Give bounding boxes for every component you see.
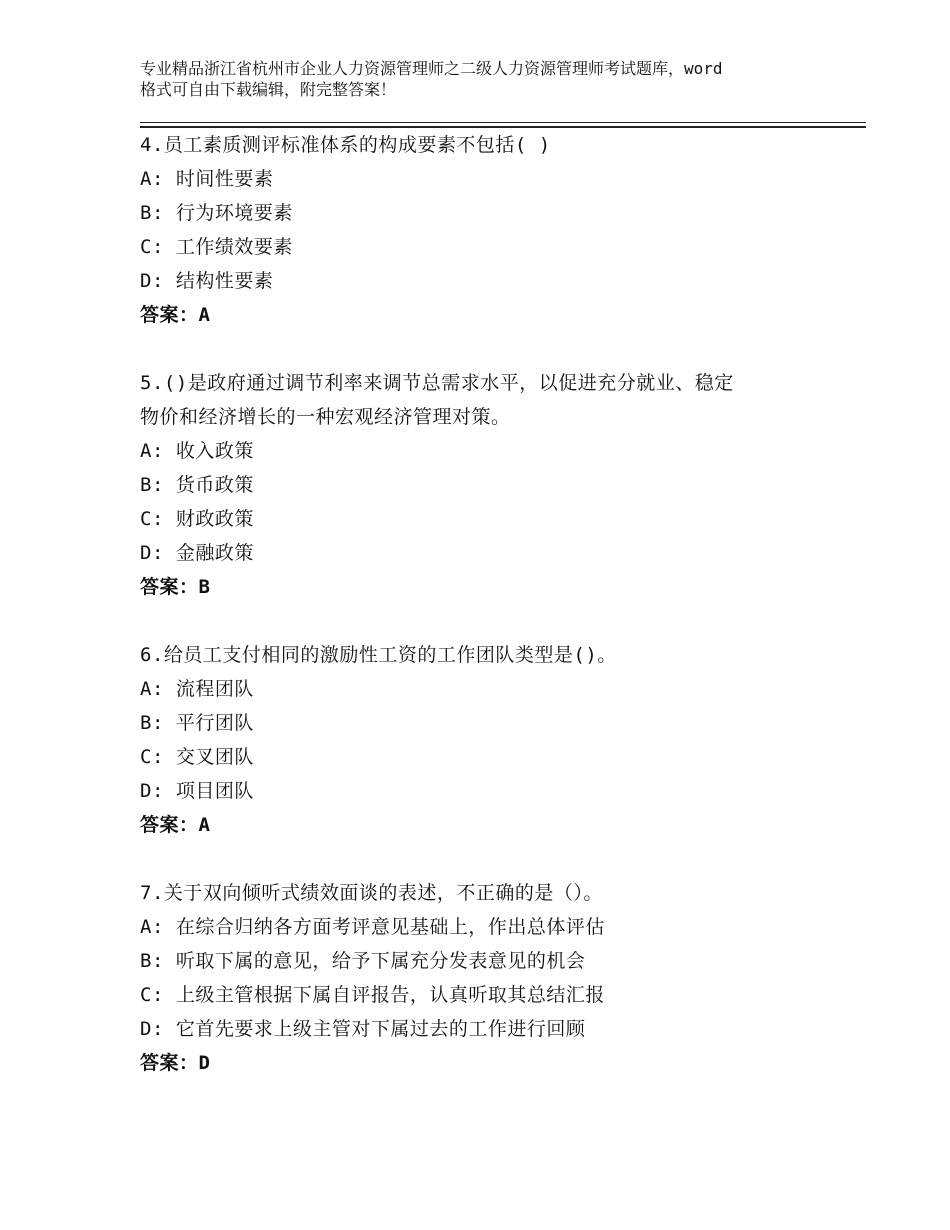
option-d: D: 结构性要素 bbox=[140, 270, 274, 292]
option-b: B: 平行团队 bbox=[140, 712, 254, 734]
question-7 bbox=[140, 876, 820, 1080]
answer-label: 答案：A bbox=[140, 304, 211, 326]
question-stem: 6.给员工支付相同的激励性工资的工作团队类型是()。 bbox=[140, 644, 617, 666]
option-c: C: 上级主管根据下属自评报告，认真听取其总结汇报 bbox=[140, 984, 605, 1006]
option-b: B: 行为环境要素 bbox=[140, 202, 293, 224]
question-6 bbox=[140, 638, 820, 842]
question-stem: 7.关于双向倾听式绩效面谈的表述，不正确的是（）。 bbox=[140, 882, 603, 904]
option-a: A: 收入政策 bbox=[140, 440, 254, 462]
document-header bbox=[140, 58, 840, 100]
answer-label: 答案：D bbox=[140, 1052, 211, 1074]
option-c: C: 财政政策 bbox=[140, 508, 254, 530]
question-list bbox=[140, 128, 820, 1080]
answer-label: 答案：B bbox=[140, 576, 211, 598]
question-4 bbox=[140, 128, 820, 332]
option-d: D: 它首先要求上级主管对下属过去的工作进行回顾 bbox=[140, 1018, 586, 1040]
question-spacer bbox=[140, 332, 820, 366]
option-c: C: 交叉团队 bbox=[140, 746, 254, 768]
question-spacer bbox=[140, 604, 820, 638]
header-line-2: 格式可自由下载编辑，附完整答案！ bbox=[140, 80, 397, 99]
header-divider-thin bbox=[140, 122, 866, 123]
question-stem-line-1: 5.()是政府通过调节利率来调节总需求水平，以促进充分就业、稳定 bbox=[140, 372, 734, 394]
option-c: C: 工作绩效要素 bbox=[140, 236, 293, 258]
option-a: A: 在综合归纳各方面考评意见基础上，作出总体评估 bbox=[140, 916, 605, 938]
question-spacer bbox=[140, 842, 820, 876]
option-b: B: 听取下属的意见，给予下属充分发表意见的机会 bbox=[140, 950, 586, 972]
question-5 bbox=[140, 366, 820, 604]
option-d: D: 项目团队 bbox=[140, 780, 254, 802]
option-b: B: 货币政策 bbox=[140, 474, 254, 496]
header-line-1: 专业精品浙江省杭州市企业人力资源管理师之二级人力资源管理师考试题库，word bbox=[140, 59, 723, 78]
option-a: A: 流程团队 bbox=[140, 678, 254, 700]
question-stem-line-2: 物价和经济增长的一种宏观经济管理对策。 bbox=[140, 406, 511, 428]
option-d: D: 金融政策 bbox=[140, 542, 254, 564]
option-a: A: 时间性要素 bbox=[140, 168, 274, 190]
question-stem: 4.员工素质测评标准体系的构成要素不包括( ) bbox=[140, 134, 551, 156]
answer-label: 答案：A bbox=[140, 814, 211, 836]
